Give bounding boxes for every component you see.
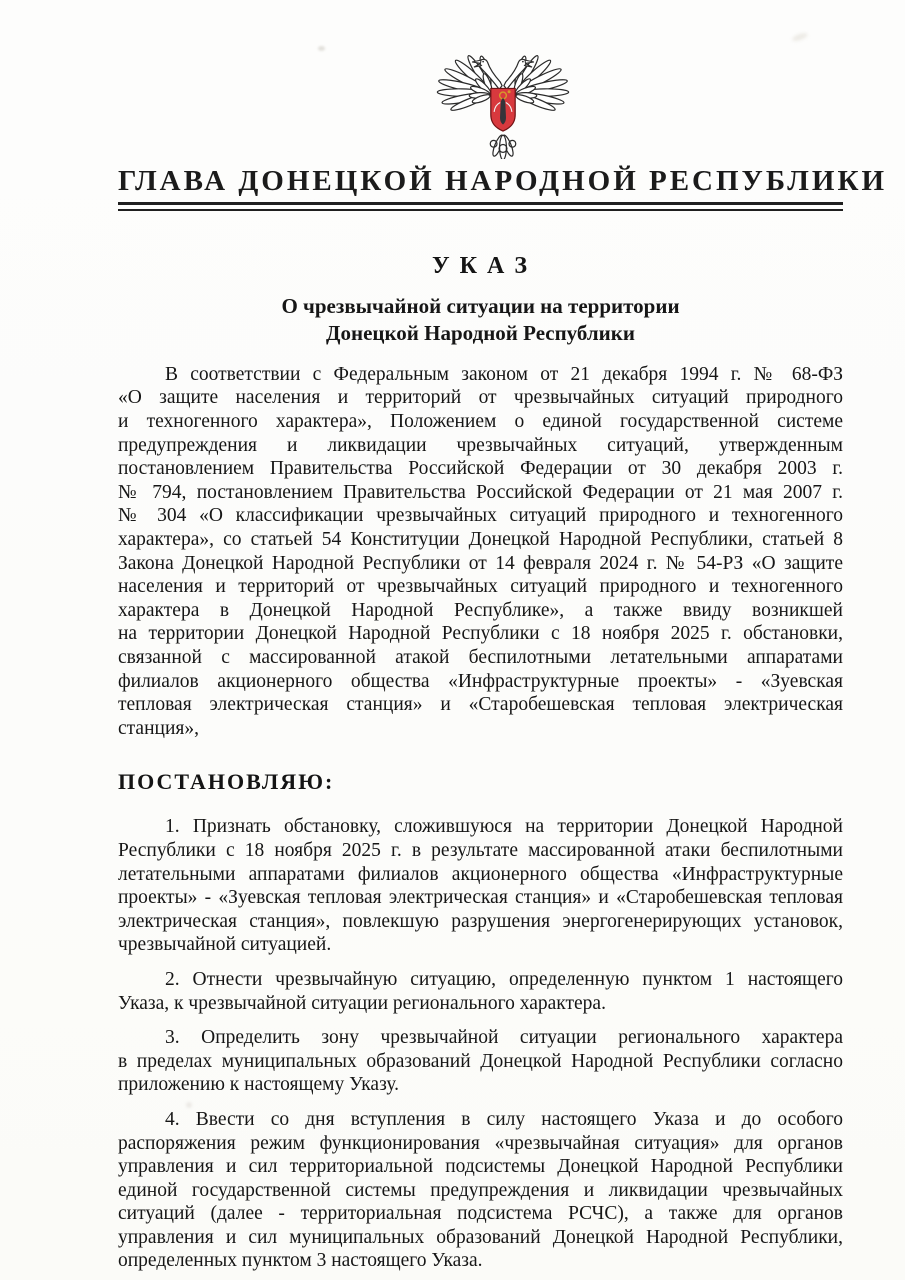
- text-line: В соответствии с Федеральным законом от 21 декабря 1994 г. № 68-ФЗ: [165, 363, 843, 385]
- dnr-coat-of-arms-icon: [140, 46, 865, 159]
- text-line: характера в Донецкой Народной Республике», а также ввиду возникшей: [118, 599, 843, 621]
- document-type-title: У К А З: [431, 252, 529, 279]
- text-line: 2. Отнести чрезвычайную ситуацию, определенную пунктом 1 настоящего: [165, 968, 843, 990]
- text-line: определенных пунктом 3 настоящего Указа.: [118, 1250, 483, 1272]
- text-line: распоряжения режим функционирования «чрезвычайная ситуация» для органов: [118, 1132, 843, 1154]
- text-line: населения и территорий от чрезвычайных ситуаций природного и техногенного: [118, 576, 843, 598]
- resolution-heading: ПОСТАНОВЛЯЮ:: [118, 769, 335, 795]
- text-line: чрезвычайной ситуацией.: [118, 934, 332, 956]
- archangel-figure: [500, 98, 506, 125]
- text-line: ситуаций (далее - территориальная подсистема РСЧС), а также для органов: [118, 1203, 843, 1225]
- header-divider: [118, 202, 843, 211]
- text-line: предупреждения и ликвидации чрезвычайных ситуаций, утвержденным: [118, 434, 843, 456]
- text-line: на территории Донецкой Народной Республики с 18 ноября 2025 г. обстановки,: [118, 623, 843, 645]
- text-line: управления и сил муниципальных образований Донецкой Народной Республики,: [118, 1226, 843, 1248]
- decree-item-4: [118, 1108, 843, 1273]
- text-line: электрическая станция», повлекшую разрушения энергогенерирующих установок,: [118, 910, 843, 932]
- text-line: постановлением Правительства Российской Федерации от 30 декабря 2003 г.: [118, 458, 843, 480]
- preamble-paragraph: [118, 363, 843, 741]
- eagle-tail: [490, 134, 516, 159]
- text-line: Указа, к чрезвычайной ситуации регионального характера.: [118, 992, 606, 1014]
- document-content: [118, 46, 888, 1273]
- decree-item-3: [118, 1026, 843, 1097]
- text-line: 3. Определить зону чрезвычайной ситуации регионального характера: [165, 1027, 843, 1049]
- subject-line: О чрезвычайной ситуации на территории: [281, 293, 680, 318]
- text-line: характера», со статьей 54 Конституции Донецкой Народной Республики, статьей 8: [118, 529, 843, 551]
- text-line: Республики с 18 ноября 2025 г. в результате массированной атаки беспилотными: [118, 839, 843, 861]
- scan-noise: [791, 31, 808, 42]
- text-line: единой государственной системы предупреждения и ликвидации чрезвычайных: [118, 1179, 843, 1201]
- text-line: тепловая электрическая станция» и «Старобешевская тепловая электрическая: [118, 694, 843, 716]
- document-subject: [118, 293, 843, 347]
- decree-item-2: [118, 968, 843, 1015]
- text-line: станция»,: [118, 717, 199, 739]
- text-line: связанной с массированной атакой беспилотными летательными аппаратами: [118, 647, 843, 669]
- text-line: летательными аппаратами филиалов акционерного общества «Инфраструктурные: [118, 863, 843, 885]
- decree-item-1: [118, 815, 843, 957]
- text-line: приложению к настоящему Указу.: [118, 1074, 400, 1096]
- text-line: проекты» - «Зуевская тепловая электрическая станция» и «Старобешевская тепловая: [118, 887, 843, 909]
- text-line: 4. Ввести со дня вступления в силу настоящего Указа и до особого: [165, 1108, 843, 1130]
- text-line: филиалов акционерного общества «Инфраструктурные проекты» - «Зуевская: [118, 670, 843, 692]
- text-line: Закона Донецкой Народной Республики от 14 февраля 2024 г. № 54-РЗ «О защите: [118, 552, 843, 574]
- text-line: «О защите населения и территорий от чрезвычайных ситуаций природного: [118, 387, 843, 409]
- red-shield: [490, 88, 514, 131]
- issuing-authority-title: ГЛАВА ДОНЕЦКОЙ НАРОДНОЙ РЕСПУБЛИКИ: [118, 165, 888, 197]
- gold-detail: [507, 90, 510, 93]
- text-line: и техногенного характера», Положением о единой государственной системе: [118, 411, 843, 433]
- text-line: № 304 «О классификации чрезвычайных ситуаций природного и техногенного: [118, 505, 843, 527]
- text-line: 1. Признать обстановку, сложившуюся на территории Донецкой Народной: [165, 816, 843, 838]
- text-line: управления и сил территориальной подсистемы Донецкой Народной Республики: [118, 1156, 843, 1178]
- subject-line: Донецкой Народной Республики: [326, 320, 635, 345]
- text-line: № 794, постановлением Правительства Российской Федерации от 21 мая 2007 г.: [118, 481, 843, 503]
- text-line: в пределах муниципальных образований Донецкой Народной Республики согласно: [118, 1050, 843, 1072]
